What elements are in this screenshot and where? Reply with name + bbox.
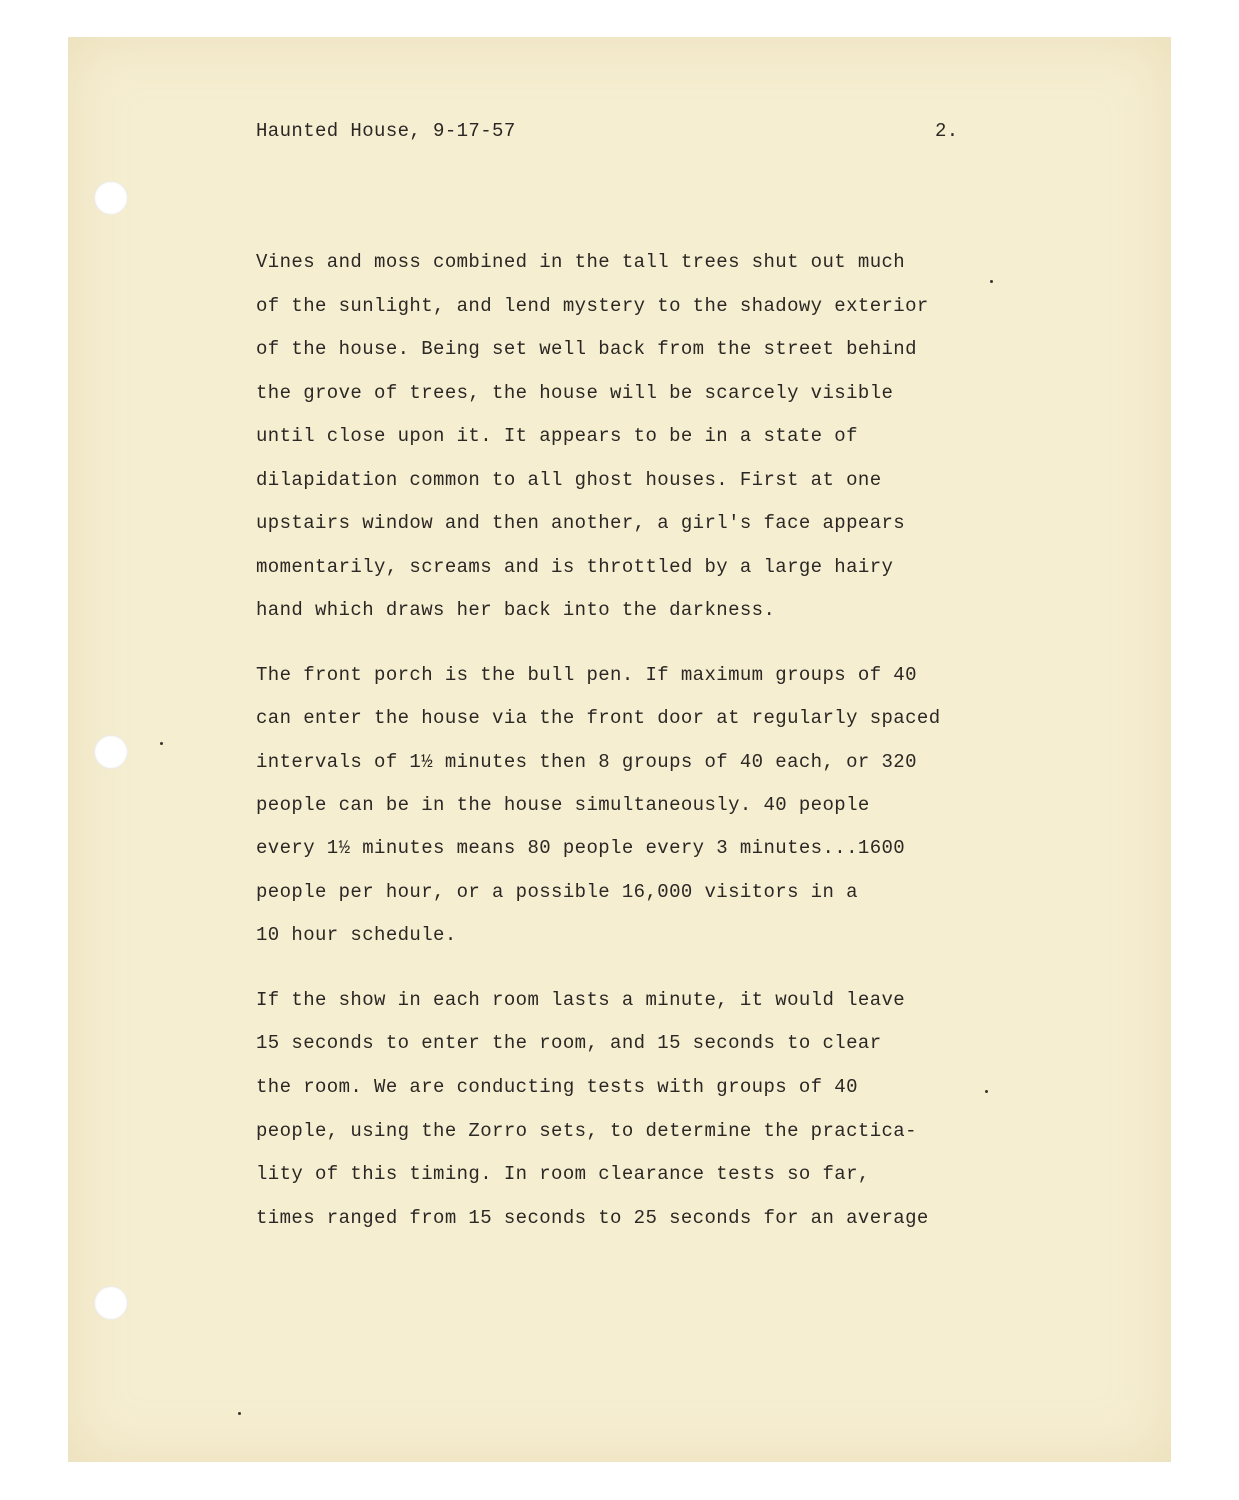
text-line: intervals of 1½ minutes then 8 groups of 40 each, or 320 xyxy=(256,751,917,773)
text-line: people can be in the house simultaneously. 40 people xyxy=(256,794,870,816)
punch-hole-bottom xyxy=(94,1286,128,1320)
text-line: can enter the house via the front door at regularly spaced xyxy=(256,707,941,729)
text-line: every 1½ minutes means 80 people every 3 minutes...1600 xyxy=(256,837,906,859)
text-line: If the show in each room lasts a minute, it would leave xyxy=(256,989,906,1011)
document-header-title: Haunted House, 9-17-57 xyxy=(256,120,516,142)
text-line: momentarily, screams and is throttled by a large hairy xyxy=(256,556,894,578)
text-line: upstairs window and then another, a girl's face appears xyxy=(256,512,906,534)
punch-hole-middle xyxy=(94,735,128,769)
text-line: people per hour, or a possible 16,000 visitors in a xyxy=(256,881,858,903)
page-number: 2. xyxy=(935,120,959,142)
text-line: of the house. Being set well back from the street behind xyxy=(256,338,917,360)
punch-hole-top xyxy=(94,181,128,215)
ink-speck xyxy=(985,1090,988,1093)
ink-speck xyxy=(238,1412,241,1415)
ink-speck xyxy=(160,742,163,745)
text-line: dilapidation common to all ghost houses. First at one xyxy=(256,469,882,491)
text-line: 15 seconds to enter the room, and 15 seconds to clear xyxy=(256,1032,882,1054)
text-line: hand which draws her back into the darkness. xyxy=(256,599,776,621)
text-line: times ranged from 15 seconds to 25 seconds for an average xyxy=(256,1207,929,1229)
text-line: the grove of trees, the house will be scarcely visible xyxy=(256,382,894,404)
text-line: until close upon it. It appears to be in a state of xyxy=(256,425,858,447)
text-line: The front porch is the bull pen. If maximum groups of 40 xyxy=(256,664,917,686)
ink-speck xyxy=(990,280,993,283)
text-line: 10 hour schedule. xyxy=(256,924,457,946)
text-line: lity of this timing. In room clearance tests so far, xyxy=(256,1163,870,1185)
text-line: of the sunlight, and lend mystery to the shadowy exterior xyxy=(256,295,929,317)
text-line: people, using the Zorro sets, to determine the practica- xyxy=(256,1120,917,1142)
text-line: Vines and moss combined in the tall trees shut out much xyxy=(256,251,906,273)
text-line: the room. We are conducting tests with groups of 40 xyxy=(256,1076,858,1098)
